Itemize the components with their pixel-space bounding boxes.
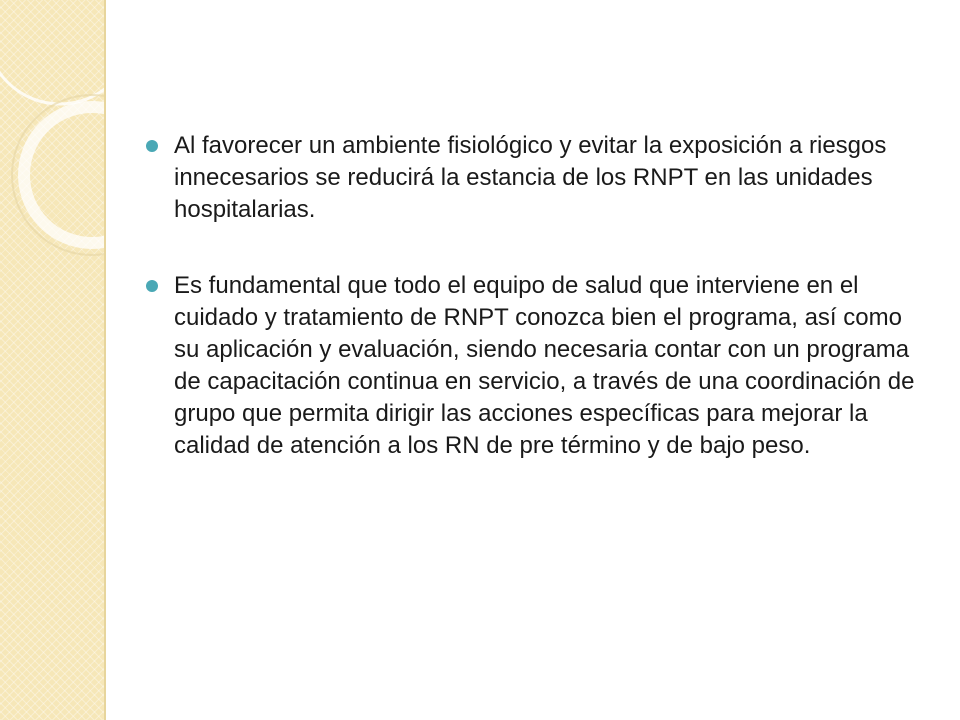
bullet-dot-icon bbox=[146, 140, 158, 152]
bullet-text: Al favorecer un ambiente fisiológico y evitar la exposición a riesgos innecesarios se reducirá la estancia de los RNPT en las unidades hospitalarias. bbox=[174, 132, 887, 223]
bullet-item bbox=[146, 270, 916, 462]
slide-content bbox=[146, 130, 916, 462]
bullet-item bbox=[146, 130, 916, 226]
decorative-circles bbox=[0, 0, 104, 720]
bullet-dot-icon bbox=[146, 280, 158, 292]
decorative-side-band bbox=[0, 0, 106, 720]
bullet-text: Es fundamental que todo el equipo de salud que interviene en el cuidado y tratamiento de RNPT conozca bien el programa, así como su aplicación y evaluación, siendo necesaria contar con un programa de capacitación continua en servicio, a través de una coordinación de grupo que permita dirigir las acciones específicas para mejorar la calidad de atención a los RN de pre término y de bajo peso. bbox=[174, 272, 915, 459]
